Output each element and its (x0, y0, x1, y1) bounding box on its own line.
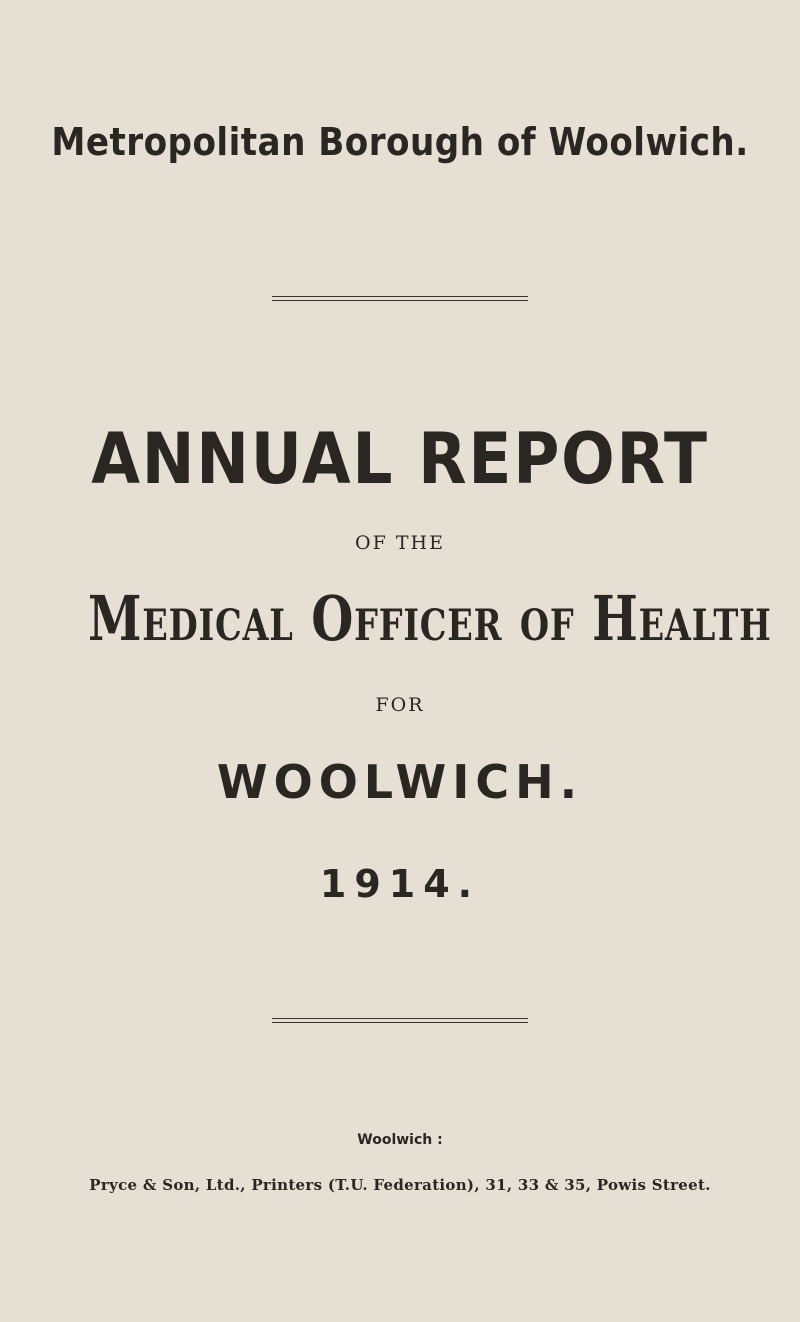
officer-title (88, 582, 772, 655)
of-the-text: OF THE (355, 532, 445, 554)
place-name: WOOLWICH. (216, 755, 584, 809)
bottom-rule-lower (272, 1022, 528, 1023)
borough-title: Metropolitan Borough of Woolwich. (51, 120, 749, 164)
officer-title-text: Medical Officer of Health (88, 582, 772, 655)
for-text: FOR (375, 694, 425, 716)
imprint-printer: Pryce & Son, Ltd., Printers (T.U. Federation), 31, 33 & 35, Powis Street. (89, 1176, 711, 1194)
imprint-place: Woolwich : (357, 1132, 443, 1148)
report-title: ANNUAL REPORT (91, 418, 709, 500)
top-rule-lower (272, 300, 528, 301)
report-year: 1914. (319, 862, 481, 906)
top-rule-upper (272, 296, 528, 297)
bottom-rule-upper (272, 1018, 528, 1019)
